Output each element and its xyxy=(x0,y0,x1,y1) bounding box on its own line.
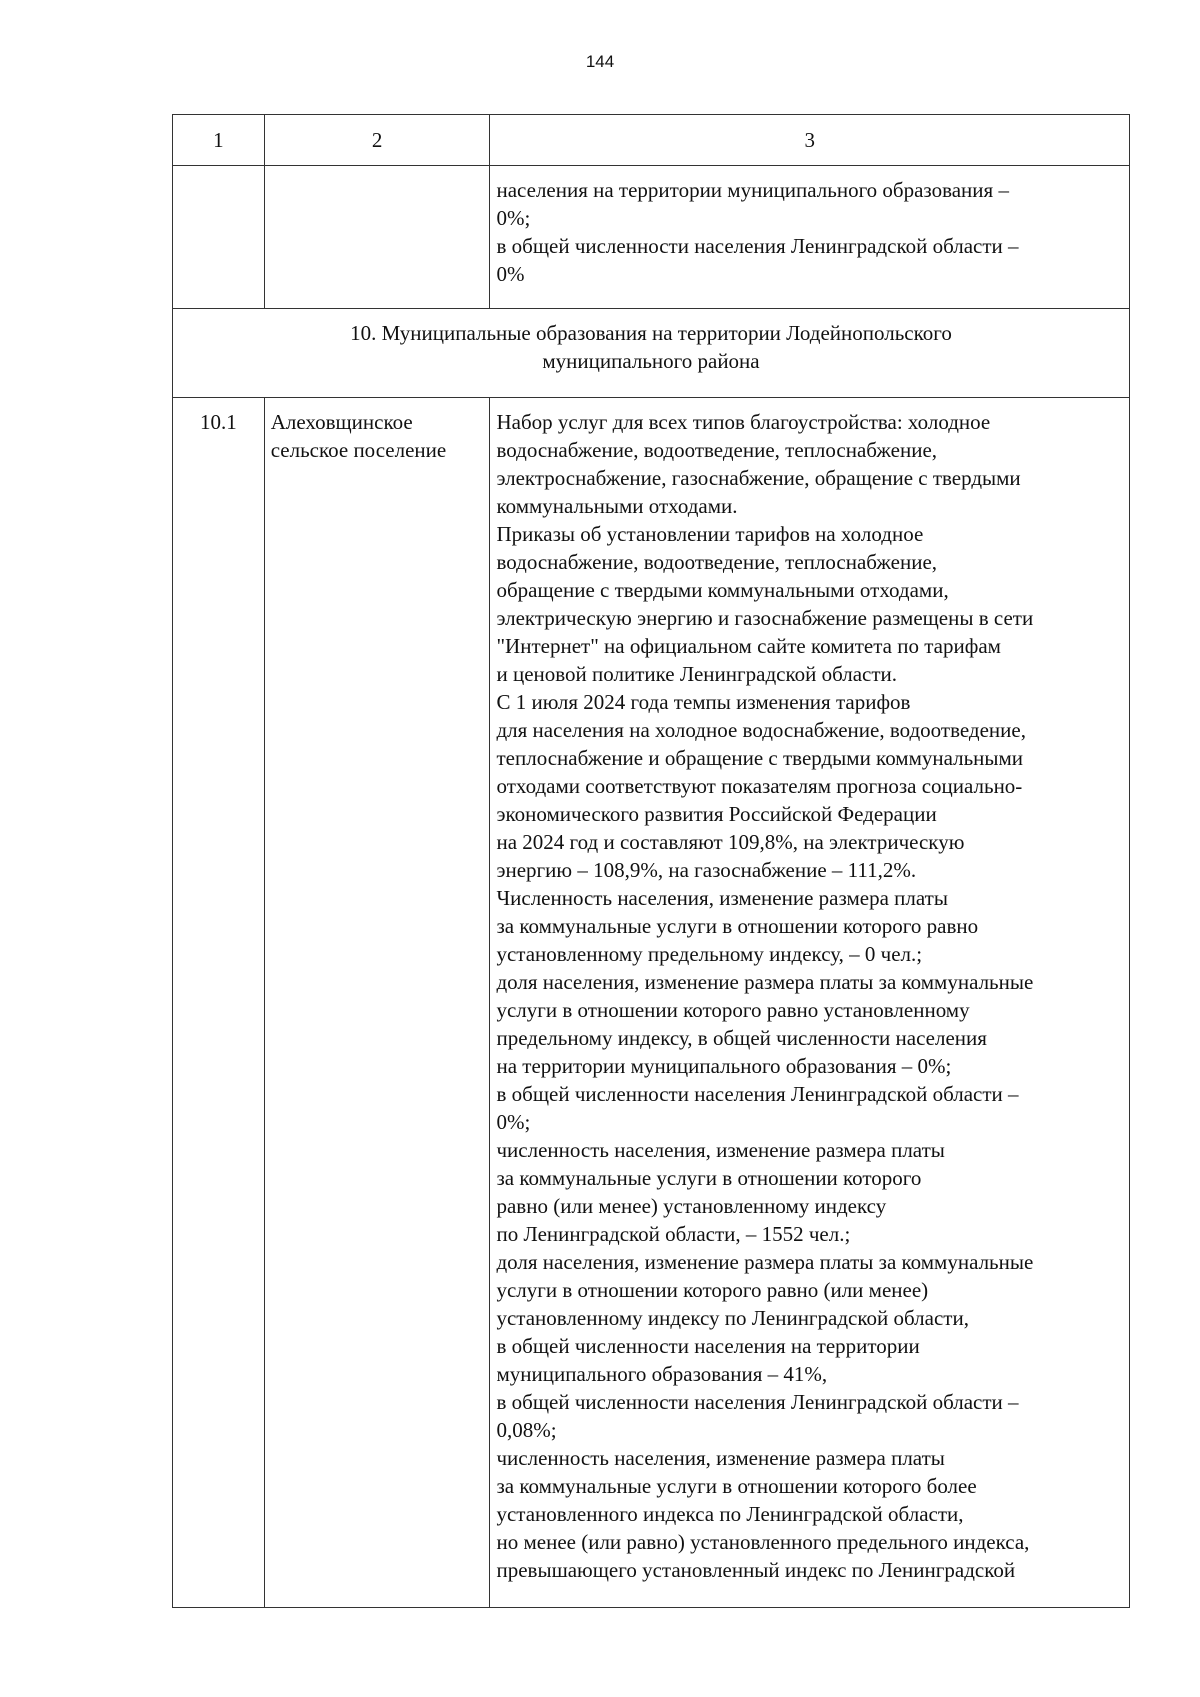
column-header-1: 1 xyxy=(173,115,265,166)
text-line: в общей численности населения Ленинградской области – xyxy=(496,234,1019,258)
text-line: муниципального образования – 41%, xyxy=(496,1362,828,1386)
text-line: доля населения, изменение размера платы за коммунальные xyxy=(496,970,1034,994)
section-heading xyxy=(173,309,1130,398)
settlement-name-line: сельское поселение xyxy=(270,438,447,462)
text-line: Приказы об установлении тарифов на холодное xyxy=(496,522,924,546)
text-line: 0,08%; xyxy=(496,1418,557,1442)
section-heading-row xyxy=(173,309,1130,398)
section-heading-line: муниципального района xyxy=(542,349,760,373)
text-line: электроснабжение, газоснабжение, обращение с твердыми xyxy=(496,466,1021,490)
text-line: численность населения, изменение размера платы xyxy=(496,1138,945,1162)
column-header-2: 2 xyxy=(264,115,490,166)
page-number: 144 xyxy=(585,52,615,71)
text-line: в общей численности населения Ленинградской области – xyxy=(496,1390,1019,1414)
column-header-3: 3 xyxy=(490,115,1130,166)
text-line: в общей численности населения на территории xyxy=(496,1334,920,1358)
text-line: С 1 июля 2024 года темпы изменения тарифов xyxy=(496,690,911,714)
text-line: 0% xyxy=(496,262,525,286)
continuation-text-cell xyxy=(490,166,1130,309)
tariff-table xyxy=(172,114,1130,1608)
text-line: в общей численности населения Ленинградской области – xyxy=(496,1082,1019,1106)
text-line: услуги в отношении которого равно (или менее) xyxy=(496,1278,929,1302)
text-line: энергию – 108,9%, на газоснабжение – 111,2%. xyxy=(496,858,917,882)
description-cell xyxy=(490,398,1130,1608)
text-line: теплоснабжение и обращение с твердыми коммунальными xyxy=(496,746,1024,770)
settlement-name-line: Алеховщинское xyxy=(270,410,413,434)
text-line: установленного индекса по Ленинградской области, xyxy=(496,1502,964,1526)
text-line: "Интернет" на официальном сайте комитета по тарифам xyxy=(496,634,1001,658)
text-line: предельному индексу, в общей численности населения xyxy=(496,1026,987,1050)
text-line: установленному предельному индексу, – 0 чел.; xyxy=(496,942,923,966)
text-line: населения на территории муниципального образования – xyxy=(496,178,1009,202)
text-line: установленному индексу по Ленинградской области, xyxy=(496,1306,969,1330)
table-header-row xyxy=(173,115,1130,166)
continuation-number-cell xyxy=(173,166,265,309)
text-line: экономического развития Российской Федерации xyxy=(496,802,937,826)
text-line: Численность населения, изменение размера платы xyxy=(496,886,948,910)
text-line: равно (или менее) установленному индексу xyxy=(496,1194,887,1218)
text-line: за коммунальные услуги в отношении которого более xyxy=(496,1474,977,1498)
text-line: обращение с твердыми коммунальными отходами, xyxy=(496,578,949,602)
text-line: отходами соответствуют показателям прогноза социально- xyxy=(496,774,1023,798)
text-line: за коммунальные услуги в отношении которого xyxy=(496,1166,922,1190)
text-line: доля населения, изменение размера платы за коммунальные xyxy=(496,1250,1034,1274)
text-line: водоснабжение, водоотведение, теплоснабжение, xyxy=(496,438,938,462)
text-line: услуги в отношении которого равно установленному xyxy=(496,998,970,1022)
text-line: численность населения, изменение размера платы xyxy=(496,1446,945,1470)
text-line: электрическую энергию и газоснабжение размещены в сети xyxy=(496,606,1034,630)
text-line: за коммунальные услуги в отношении которого равно xyxy=(496,914,979,938)
text-line: 0%; xyxy=(496,1110,531,1134)
text-line: по Ленинградской области, – 1552 чел.; xyxy=(496,1222,851,1246)
continuation-name-cell xyxy=(264,166,490,309)
text-line: на территории муниципального образования – 0%; xyxy=(496,1054,952,1078)
text-line: водоснабжение, водоотведение, теплоснабжение, xyxy=(496,550,938,574)
text-line: для населения на холодное водоснабжение, водоотведение, xyxy=(496,718,1026,742)
settlement-name-cell xyxy=(264,398,490,1608)
text-line: Набор услуг для всех типов благоустройства: холодное xyxy=(496,410,991,434)
text-line: но менее (или равно) установленного предельного индекса, xyxy=(496,1530,1030,1554)
section-heading-line: 10. Муниципальные образования на территории Лодейнопольского xyxy=(350,321,952,345)
text-line: 0%; xyxy=(496,206,531,230)
row-number: 10.1 xyxy=(173,398,265,1608)
table-row xyxy=(173,398,1130,1608)
text-line: коммунальными отходами. xyxy=(496,494,738,518)
text-line: и ценовой политике Ленинградской области. xyxy=(496,662,898,686)
text-line: на 2024 год и составляют 109,8%, на электрическую xyxy=(496,830,965,854)
text-line: превышающего установленный индекс по Ленинградской xyxy=(496,1558,1016,1582)
continuation-row xyxy=(173,166,1130,309)
